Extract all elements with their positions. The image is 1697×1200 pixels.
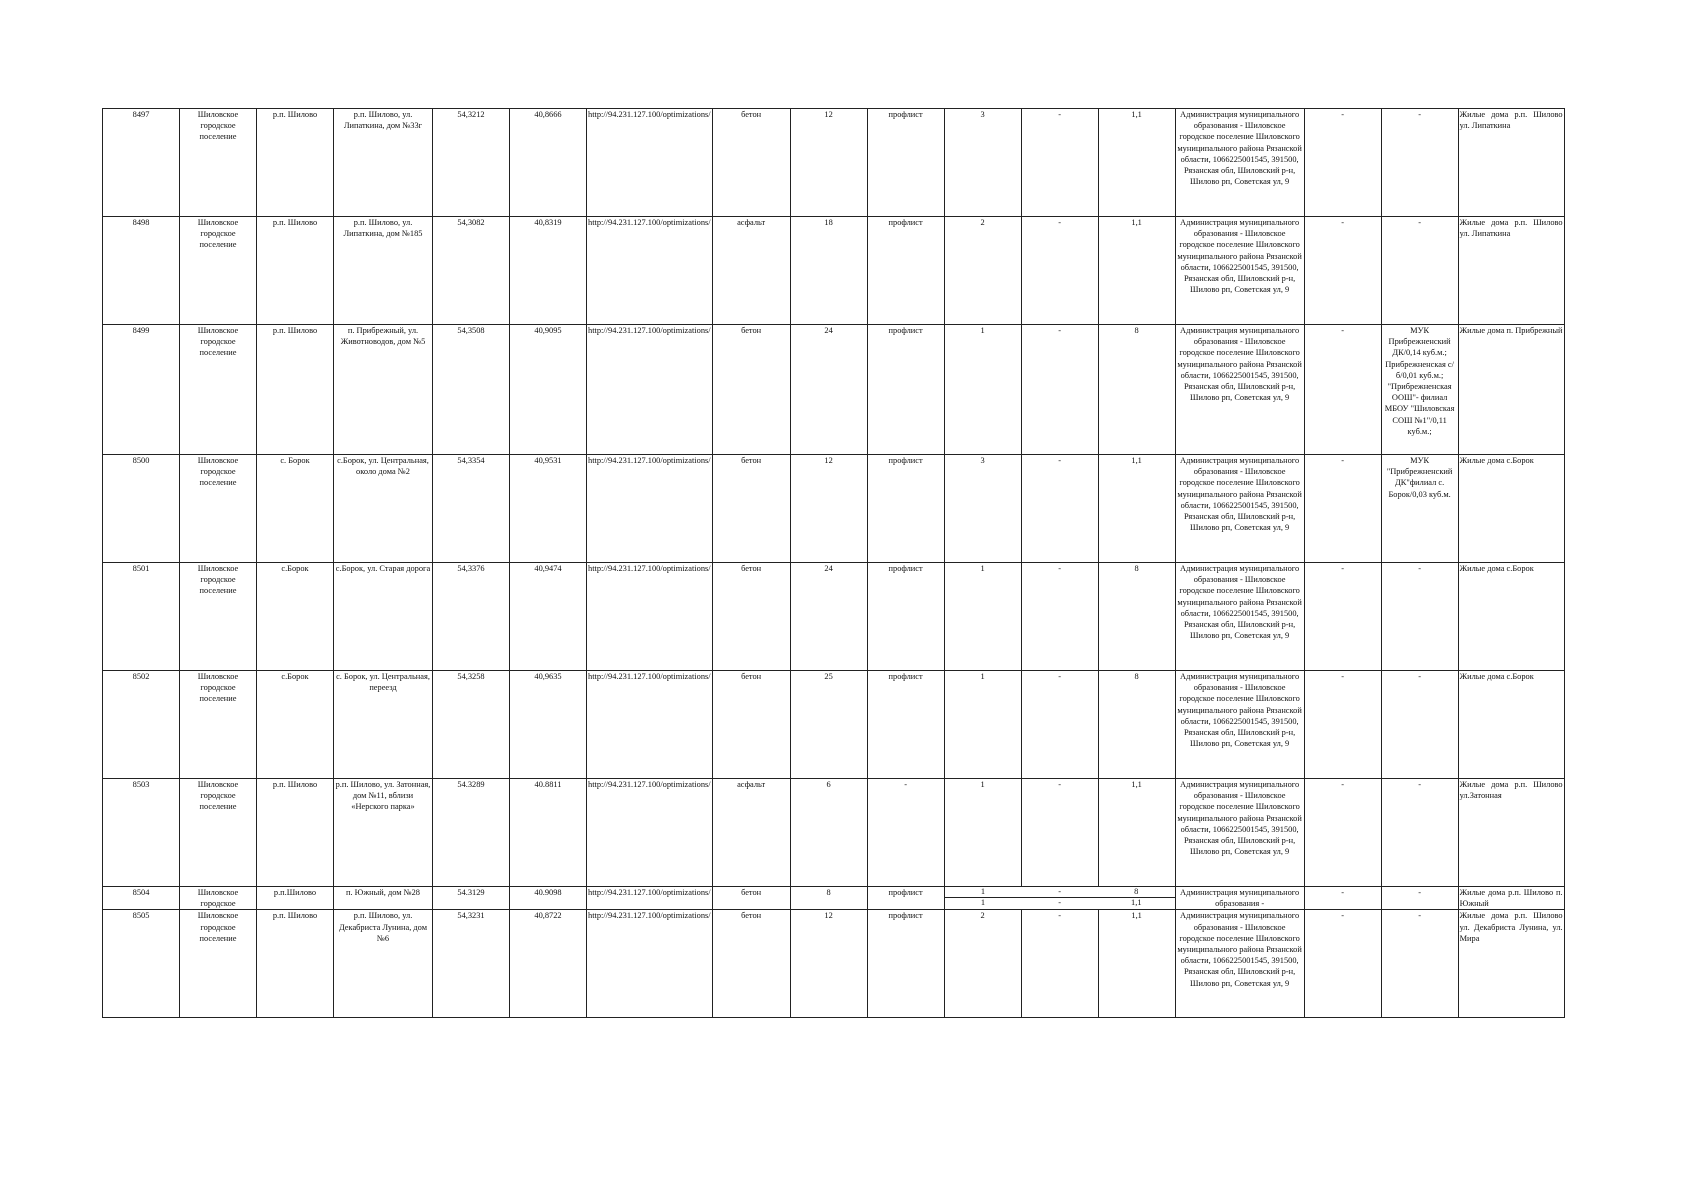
volume-cell: 1,1 <box>1098 910 1175 1018</box>
area-cell: 12 <box>790 910 867 1018</box>
settlement-cell: Шиловское городское поселение <box>180 563 257 671</box>
map-link[interactable]: http://94.231.127.100/optimizations/ <box>587 455 713 563</box>
latitude-cell: 54.3289 <box>433 779 510 887</box>
row-number: 8502 <box>103 671 180 779</box>
source-cell: Жилые дома п. Прибрежный <box>1458 325 1564 455</box>
owner-cell: Администрация муниципального образования - Шиловское городское поселение Шиловского муниципального района Рязанской области, 1066225001545, 391500, Рязанская обл, Шиловский р-н, Шилово рп, Советская ул, 9 <box>1175 910 1304 1018</box>
col15-cell: - <box>1304 671 1381 779</box>
container-count-cell: 1 <box>944 563 1021 671</box>
row-number: 8504 <box>103 887 180 910</box>
longitude-cell: 40,9531 <box>510 455 587 563</box>
col15-cell: - <box>1304 887 1381 910</box>
source-cell: Жилые дома с.Борок <box>1458 455 1564 563</box>
owner-cell: Администрация муниципального образования - Шиловское городское поселение Шиловского муниципального района Рязанской области, 1066225001545, 391500, Рязанская обл, Шиловский р-н, Шилово рп, Советская ул, 9 <box>1175 563 1304 671</box>
generator-cell: - <box>1381 910 1458 1018</box>
col15-cell: - <box>1304 563 1381 671</box>
settlement-cell: Шиловское городское поселение <box>180 325 257 455</box>
latitude-cell: 54,3258 <box>433 671 510 779</box>
fence-cell: - <box>867 779 944 887</box>
volume-cell: 1,1 <box>1098 217 1175 325</box>
table-row <box>103 910 1565 1018</box>
longitude-cell: 40,9474 <box>510 563 587 671</box>
container-count-cell: 1 <box>944 671 1021 779</box>
row-number: 8497 <box>103 109 180 217</box>
planned-count-cell: - <box>1021 109 1098 217</box>
row-number: 8503 <box>103 779 180 887</box>
registry-table <box>102 108 1565 1018</box>
volume-cell: 8 <box>1134 887 1139 896</box>
fence-cell: профлист <box>867 671 944 779</box>
container-count-cell: 2 <box>944 217 1021 325</box>
settlement-cell: Шиловское городское поселение <box>180 910 257 1018</box>
table-row <box>103 325 1565 455</box>
latitude-cell: 54,3212 <box>433 109 510 217</box>
owner-cell: Администрация муниципального образования - Шиловское городское поселение Шиловского муниципального района Рязанской области, 1066225001545, 391500, Рязанская обл, Шиловский р-н, Шилово рп, Советская ул, 9 <box>1175 325 1304 455</box>
container-count-cell: 1 <box>980 887 986 896</box>
surface-cell: бетон <box>712 910 790 1018</box>
col15-cell: - <box>1304 325 1381 455</box>
planned-count-cell: - <box>1021 455 1098 563</box>
generator-cell: МУК "Прибрежненский ДК"филиал с. Борок/0,03 куб.м. <box>1381 455 1458 563</box>
container-count-cell: 1 <box>945 898 1022 909</box>
row-number: 8505 <box>103 910 180 1018</box>
volume-cell: 1,1 <box>1098 455 1175 563</box>
latitude-cell: 54,3508 <box>433 325 510 455</box>
table-row <box>103 779 1565 887</box>
generator-cell: - <box>1381 109 1458 217</box>
address-cell: с. Борок, ул. Центральная, переезд <box>334 671 433 779</box>
locality-cell: с.Борок <box>257 671 334 779</box>
settlement-cell: Шиловское городское поселение <box>180 217 257 325</box>
volume-cell: 8 <box>1098 671 1175 779</box>
owner-cell: Администрация муниципального образования - <box>1175 887 1304 910</box>
container-subtable-cell <box>944 887 1175 910</box>
container-subtable <box>945 887 1175 908</box>
longitude-cell: 40.9098 <box>510 887 587 910</box>
row-number: 8499 <box>103 325 180 455</box>
planned-count-cell: - <box>1021 325 1098 455</box>
container-count-cell: 3 <box>944 109 1021 217</box>
planned-count-cell: - <box>1021 898 1098 909</box>
latitude-cell: 54,3231 <box>433 910 510 1018</box>
container-count-cell: 3 <box>944 455 1021 563</box>
planned-count-cell: - <box>1021 910 1098 1018</box>
longitude-cell: 40,8666 <box>510 109 587 217</box>
source-cell: Жилые дома р.п. Шилово ул. Липаткина <box>1458 109 1564 217</box>
planned-count-cell: - <box>1021 563 1098 671</box>
source-cell: Жилые дома с.Борок <box>1458 671 1564 779</box>
surface-cell: бетон <box>712 109 790 217</box>
col15-cell: - <box>1304 455 1381 563</box>
address-cell: с.Борок, ул. Старая дорога <box>334 563 433 671</box>
generator-cell: - <box>1381 887 1458 910</box>
surface-cell: асфальт <box>712 779 790 887</box>
owner-cell: Администрация муниципального образования - Шиловское городское поселение Шиловского муниципального района Рязанской области, 1066225001545, 391500, Рязанская обл, Шиловский р-н, Шилово рп, Советская ул, 9 <box>1175 779 1304 887</box>
fence-cell: профлист <box>867 217 944 325</box>
address-cell: п. Южный, дом №28 <box>334 887 433 910</box>
locality-cell: р.п. Шилово <box>257 779 334 887</box>
volume-cell: 1,1 <box>1098 898 1175 909</box>
table-row <box>103 887 1565 910</box>
table-row <box>103 109 1565 217</box>
address-cell: р.п. Шилово, ул. Декабриста Лунина, дом №6 <box>334 910 433 1018</box>
surface-cell: бетон <box>712 671 790 779</box>
longitude-cell: 40,9095 <box>510 325 587 455</box>
owner-cell: Администрация муниципального образования - Шиловское городское поселение Шиловского муниципального района Рязанской области, 1066225001545, 391500, Рязанская обл, Шиловский р-н, Шилово рп, Советская ул, 9 <box>1175 217 1304 325</box>
surface-cell: бетон <box>712 563 790 671</box>
fence-cell: профлист <box>867 887 944 910</box>
locality-cell: р.п. Шилово <box>257 910 334 1018</box>
volume-cell: 1,1 <box>1098 779 1175 887</box>
latitude-cell: 54,3354 <box>433 455 510 563</box>
table-row <box>103 217 1565 325</box>
source-cell: Жилые дома р.п. Шилово ул. Декабриста Лунина, ул. Мира <box>1458 910 1564 1018</box>
settlement-cell: Шиловское городское поселение <box>180 109 257 217</box>
longitude-cell: 40,8722 <box>510 910 587 1018</box>
latitude-cell: 54,3082 <box>433 217 510 325</box>
surface-cell: бетон <box>712 455 790 563</box>
row-number: 8501 <box>103 563 180 671</box>
address-cell: р.п. Шилово, ул. Липаткина, дом №33г <box>334 109 433 217</box>
source-cell: Жилые дома с.Борок <box>1458 563 1564 671</box>
locality-cell: р.п. Шилово <box>257 217 334 325</box>
area-cell: 24 <box>790 563 867 671</box>
container-count-cell: 2 <box>944 910 1021 1018</box>
surface-cell: бетон <box>712 887 790 910</box>
volume-cell: 8 <box>1098 325 1175 455</box>
table-row <box>103 455 1565 563</box>
address-cell: п. Прибрежный, ул. Животноводов, дом №5 <box>334 325 433 455</box>
col15-cell: - <box>1304 779 1381 887</box>
locality-cell: р.п.Шилово <box>257 887 334 910</box>
col15-cell: - <box>1304 109 1381 217</box>
fence-cell: профлист <box>867 325 944 455</box>
generator-cell: - <box>1381 779 1458 887</box>
latitude-cell: 54.3129 <box>433 887 510 910</box>
owner-cell: Администрация муниципального образования - Шиловское городское поселение Шиловского муниципального района Рязанской области, 1066225001545, 391500, Рязанская обл, Шиловский р-н, Шилово рп, Советская ул, 9 <box>1175 671 1304 779</box>
area-cell: 6 <box>790 779 867 887</box>
table-row <box>103 563 1565 671</box>
settlement-cell: Шиловское городское поселение <box>180 779 257 887</box>
col15-cell: - <box>1304 217 1381 325</box>
settlement-cell: Шиловское городское поселение <box>180 455 257 563</box>
locality-cell: с.Борок <box>257 563 334 671</box>
address-cell: с.Борок, ул. Центральная, около дома №2 <box>334 455 433 563</box>
map-link[interactable]: http://94.231.127.100/optimizations/ <box>587 671 713 779</box>
planned-count-cell: - <box>1021 217 1098 325</box>
planned-count-cell: - <box>1058 887 1061 896</box>
address-cell: р.п. Шилово, ул. Липаткина, дом №185 <box>334 217 433 325</box>
row-number: 8500 <box>103 455 180 563</box>
table-row <box>103 671 1565 779</box>
locality-cell: р.п. Шилово <box>257 109 334 217</box>
owner-cell: Администрация муниципального образования - Шиловское городское поселение Шиловского муниципального района Рязанской области, 1066225001545, 391500, Рязанская обл, Шиловский р-н, Шилово рп, Советская ул, 9 <box>1175 455 1304 563</box>
area-cell: 24 <box>790 325 867 455</box>
planned-count-cell: - <box>1021 671 1098 779</box>
map-link[interactable]: http://94.231.127.100/optimizations/ <box>587 325 713 455</box>
map-link[interactable]: http://94.231.127.100/optimizations/ <box>587 779 713 887</box>
surface-cell: асфальт <box>712 217 790 325</box>
settlement-cell: Шиловское городское <box>180 887 257 910</box>
fence-cell: профлист <box>867 563 944 671</box>
generator-cell: МУК Прибрежненский ДК/0,14 куб.м.; Прибрежненская с/б/0,01 куб.м.; "Прибрежненская ООШ"- филиал МБОУ "Шиловская СОШ №1"/0,11 куб.м.; <box>1381 325 1458 455</box>
container-count-cell: 1 <box>944 325 1021 455</box>
fence-cell: профлист <box>867 109 944 217</box>
longitude-cell: 40.8811 <box>510 779 587 887</box>
area-cell: 12 <box>790 109 867 217</box>
container-count-cell: 1 <box>944 779 1021 887</box>
source-cell: Жилые дома р.п. Шилово ул.Затонная <box>1458 779 1564 887</box>
generator-cell: - <box>1381 671 1458 779</box>
row-number: 8498 <box>103 217 180 325</box>
generator-cell: - <box>1381 217 1458 325</box>
source-cell: Жилые дома р.п. Шилово п. Южный <box>1459 888 1563 909</box>
area-cell: 18 <box>790 217 867 325</box>
latitude-cell: 54,3376 <box>433 563 510 671</box>
fence-cell: профлист <box>867 455 944 563</box>
locality-cell: р.п. Шилово <box>257 325 334 455</box>
source-cell: Жилые дома р.п. Шилово ул. Липаткина <box>1458 217 1564 325</box>
fence-cell: профлист <box>867 910 944 1018</box>
generator-cell: - <box>1381 563 1458 671</box>
map-link[interactable]: http://94.231.127.100/optimizations/ <box>587 910 713 1018</box>
surface-cell: бетон <box>712 325 790 455</box>
planned-count-cell: - <box>1021 779 1098 887</box>
col15-cell: - <box>1304 910 1381 1018</box>
volume-cell: 1,1 <box>1098 109 1175 217</box>
owner-cell: Администрация муниципального образования - Шиловское городское поселение Шиловского муниципального района Рязанской области, 1066225001545, 391500, Рязанская обл, Шиловский р-н, Шилово рп, Советская ул, 9 <box>1175 109 1304 217</box>
map-link[interactable]: http://94.231.127.100/optimizations/ <box>587 217 713 325</box>
volume-cell: 8 <box>1098 563 1175 671</box>
longitude-cell: 40,9635 <box>510 671 587 779</box>
longitude-cell: 40,8319 <box>510 217 587 325</box>
address-cell: р.п. Шилово, ул. Затонная, дом №11, вблизи «Нерского парка» <box>334 779 433 887</box>
map-link[interactable]: http://94.231.127.100/optimizations/ <box>587 887 713 910</box>
map-link[interactable]: http://94.231.127.100/optimizations/ <box>587 563 713 671</box>
area-cell: 12 <box>790 455 867 563</box>
settlement-cell: Шиловское городское поселение <box>180 671 257 779</box>
map-link[interactable]: http://94.231.127.100/optimizations/ <box>587 109 713 217</box>
area-cell: 8 <box>790 887 867 910</box>
locality-cell: с. Борок <box>257 455 334 563</box>
area-cell: 25 <box>790 671 867 779</box>
